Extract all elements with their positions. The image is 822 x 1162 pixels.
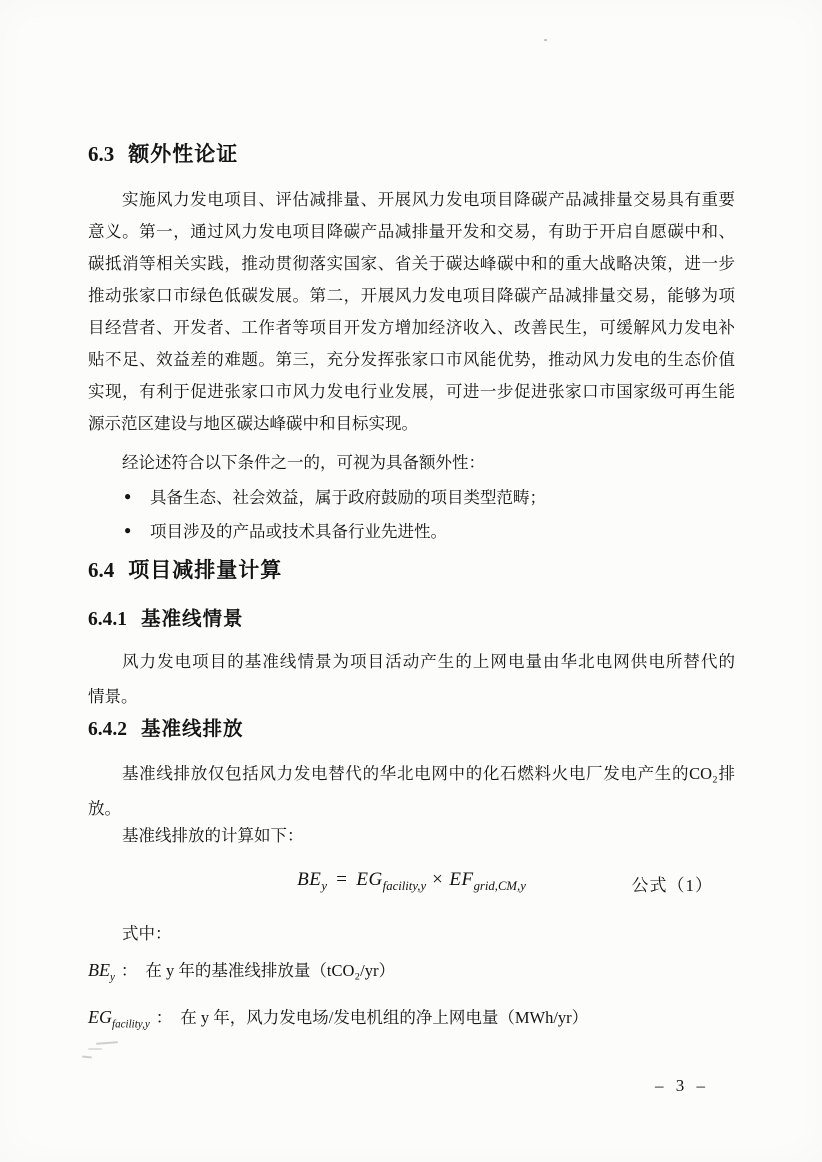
formula-number-label: 公式（1）: [631, 876, 713, 895]
paragraph-line: 目经营者、开发者、工作者等项目开发方增加经济收入、改善民生，可缓解风力发电补: [88, 318, 735, 337]
section-heading-6-4-2: [88, 713, 735, 741]
bullet-item: [88, 484, 735, 508]
paragraph-line: 放。: [88, 799, 121, 818]
formula-sub-grid-cm-y: grid,CM,y: [473, 878, 526, 893]
paragraph-line: 推动张家口市绿色低碳发展。第二，开展风力发电项目降碳产品减排量交易，能够为项: [88, 286, 735, 305]
paragraph-baseline-scenario: [88, 644, 735, 714]
paragraph-line: 实施风力发电项目、评估减排量、开展风力发电项目降碳产品减排量交易具有重要: [122, 190, 735, 209]
paragraph-baseline-emissions: [88, 756, 735, 826]
bullet-item: [88, 518, 735, 542]
section-number: 6.3: [88, 142, 115, 166]
scan-smudge: [82, 1040, 130, 1060]
paragraph-line: 情景。: [88, 687, 138, 706]
formula-var-EF: EF: [449, 869, 474, 890]
definition-separator: ：: [155, 1008, 173, 1027]
paragraph-line: 贴不足、效益差的难题。第三，充分发挥张家口市风能优势，推动风力发电的生态价值: [88, 350, 735, 369]
page-number: – 3 –: [655, 1076, 709, 1095]
definition-BE: [88, 957, 735, 983]
section-number: 6.4: [88, 558, 115, 582]
paragraph-conditions-intro: 经论述符合以下条件之一的，可视为具备额外性：: [122, 453, 485, 472]
bullet-icon: ●: [124, 489, 132, 503]
where-clause: 式中：: [122, 924, 172, 943]
formula-sub-facility-y: facility,y: [382, 878, 427, 893]
paragraph-line: 基准线排放仅包括风力发电替代的华北电网中的化石燃料火电厂发电产生的CO₂排: [122, 764, 735, 783]
formula-var-EG: EG: [356, 869, 383, 890]
definition-term: BE: [88, 960, 110, 980]
section-number: 6.4.2: [88, 719, 127, 740]
paragraph-line: 源示范区建设与地区碳达峰碳中和目标实现。: [88, 414, 418, 433]
bullet-icon: ●: [124, 523, 132, 537]
paragraph-calculation-intro: 基准线排放的计算如下：: [122, 826, 304, 845]
definition-text: 在 y 年，风力发电场/发电机组的净上网电量（MWh/yr）: [180, 1008, 589, 1027]
section-title: 基准线情景: [141, 609, 244, 630]
formula-sub-y: y: [321, 878, 328, 893]
bullet-text: 项目涉及的产品或技术具备行业先进性。: [150, 522, 447, 541]
formula-var-BE: BE: [297, 869, 322, 890]
formula-block: [88, 869, 735, 903]
equals-sign: =: [335, 869, 349, 890]
bullet-text: 具备生态、社会效益，属于政府鼓励的项目类型范畴；: [150, 488, 546, 507]
section-heading-6-4: [88, 554, 735, 584]
paragraph-line: 风力发电项目的基准线情景为项目活动产生的上网电量由华北电网供电所替代的: [122, 652, 735, 671]
definition-term-sub: facility,y: [112, 1018, 150, 1031]
definition-term-sub: y: [110, 971, 115, 984]
paragraph-additionality: [88, 184, 735, 440]
section-number: 6.4.1: [88, 609, 127, 630]
paragraph-line: 意义。第一，通过风力发电项目降碳产品减排量开发和交易，有助于开启自愿碳中和、: [88, 222, 735, 241]
section-title: 额外性论证: [128, 142, 239, 166]
scan-speck: [544, 39, 547, 41]
definition-separator: ：: [120, 961, 138, 980]
paragraph-line: 碳抵消等相关实践，推动贯彻落实国家、省关于碳达峰碳中和的重大战略决策，进一步: [88, 254, 735, 273]
section-heading-6-4-1: [88, 603, 735, 631]
section-heading-6-3: [88, 138, 735, 168]
definition-term: EG: [88, 1007, 112, 1027]
definition-EG: [88, 1004, 735, 1030]
definition-text: 在 y 年的基准线排放量（tCO₂/yr）: [145, 961, 395, 980]
section-title: 基准线排放: [141, 719, 244, 740]
section-title: 项目减排量计算: [128, 558, 283, 582]
paragraph-line: 实现，有利于促进张家口市风力发电行业发展，可进一步促进张家口市国家级可再生能: [88, 382, 735, 401]
multiply-sign: ×: [432, 869, 444, 890]
